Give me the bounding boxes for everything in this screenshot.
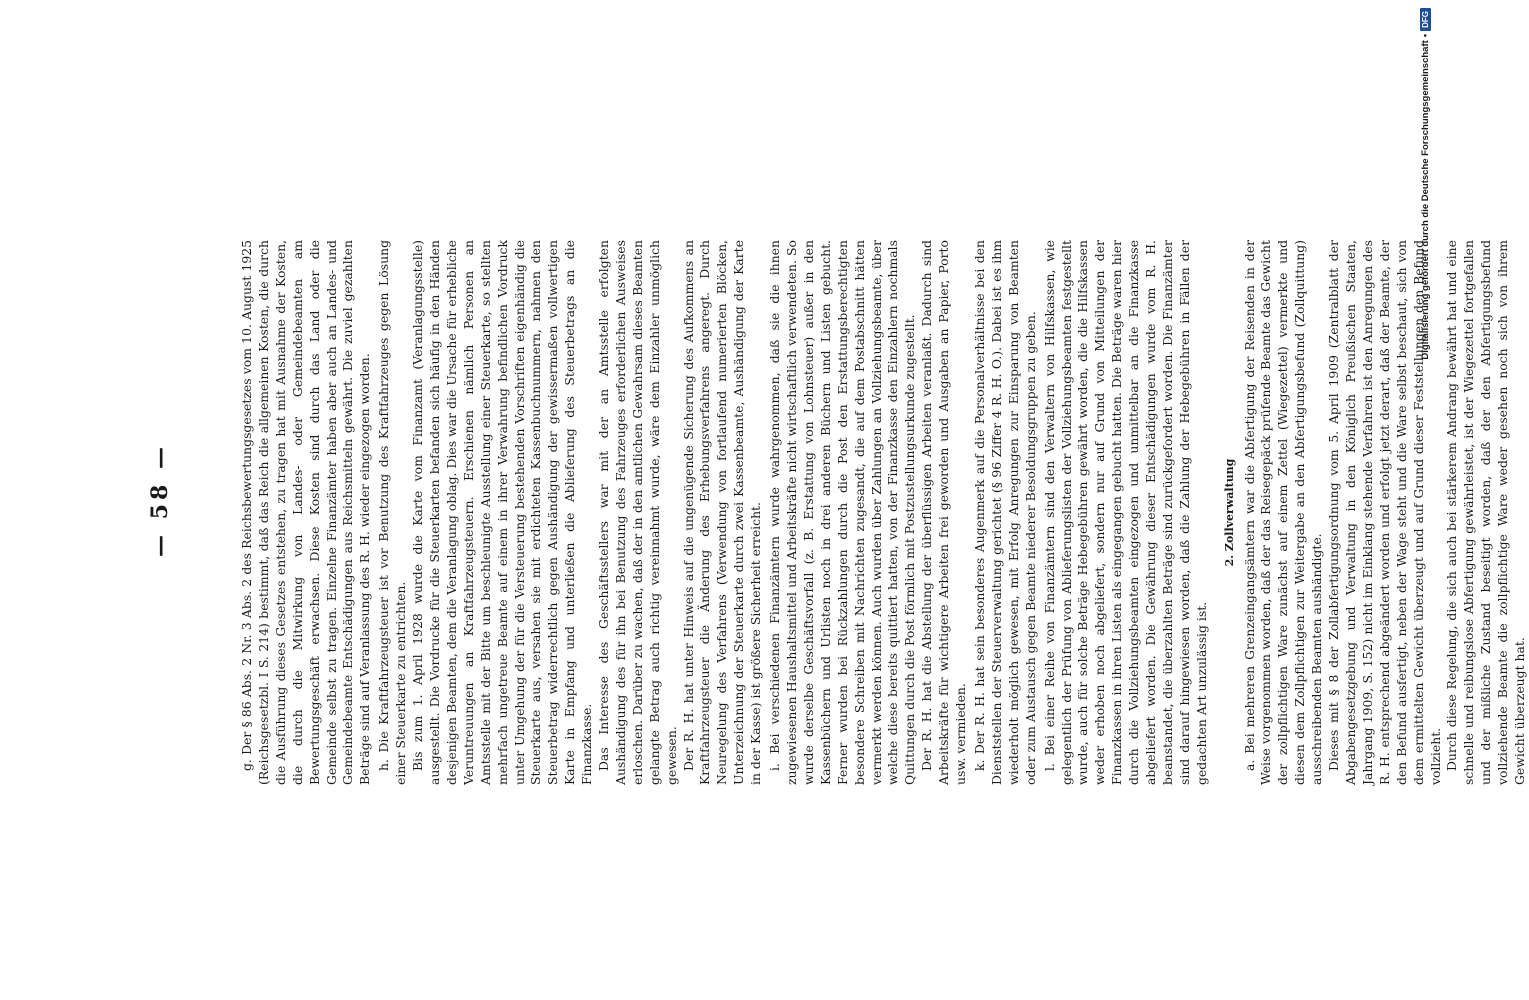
- digitization-attribution: [1414, 8, 1436, 992]
- paragraph-h-3: Das Interesse des Geschäftsstellers war mit der an Amtsstelle erfolgten Aushändigung des für ihn bei Benutzung des Fahrzeuges erforderlichen Ausweises erloschen. Darüber zu wachen, daß der in den amtlichen Gewahrsam dieses Beamten gelangte Betrag auch richtig vereinnahmt wurde, wäre dem Einzahler unmöglich gewesen.: [596, 240, 679, 785]
- body-text: [239, 240, 1528, 785]
- dfg-logo: DFG: [1420, 8, 1431, 31]
- paragraph-i: i. Bei verschiedenen Finanzämtern wurde wahrgenommen, daß sie die ihnen zugewiesenen Haushaltsmittel und Arbeitskräfte nicht wirtschaftlich verwendeten. So wurde derselbe Geschäftsvorfall (z. B. Erstattung von Lohnsteuer) außer in den Kassenbüchern und Urlisten noch in drei anderen Büchern und Listen gebucht. Ferner wurden bei Rückzahlungen durch die Post den Erstattungsberechtigten besondere Schreiben mit Nachrichten zugesandt, die auf dem Postabschnitt hätten vermerkt werden können. Auch wurden über Zahlungen an Vollziehungsbeamte, über welche diese bereits quittiert hatten, von der Finanzkasse den Einzahlern nochmals Quittungen durch die Post förmlich mit Postzustellungsurkunde zugestellt.: [767, 240, 918, 785]
- attribution-text: Digitalisierung gefördert durch die Deutsche Forschungsgemeinschaft: [1419, 40, 1431, 360]
- section-heading: 2. Zollverwaltung: [1222, 458, 1236, 567]
- paragraph-a-2: Dieses mit § 8 der Zollabfertigungsordnung vom 5. April 1909 (Zentralblatt der Abgabengesetzgebung und Verwaltung in den Königlich Preußischen Staaten, Jahrgang 1909, S. 152) nicht im Einklang stehende Verfahren ist den Anregungen des R. H. entsprechend abgeändert worden und erfolgt jetzt derart, daß der Beamte, der den Befund ausfertigt, neben der Wage steht und die Ware selbst beschaut, sich von dem ermittelten Gewicht überzeugt und auf Grund dieser Feststellungen den Befund vollzieht.: [1326, 240, 1443, 785]
- paragraph-l: l. Bei einer Reihe von Finanzämtern sind den Verwaltern von Hilfskassen, wie gelegentlich der Prüfung von Ablieferungslisten der Vollziehungsbeamten festgestellt wurde, auch für solche Beträge Hebegebühren gewährt worden, die die Hilfskassen weder erhoben noch abgeliefert, sondern nur auf Grund von Mitteilungen der Finanzkassen in ihren Listen als eingegangen gebucht hatten. Die Beträge waren hier durch die Vollziehungsbeamten eingezogen und unmittelbar an die Finanzkasse abgeliefert worden. Die Gewährung dieser Entschädigungen wurde vom R. H. beanstandet, die überzahlten Beträge sind zurückgefordert worden. Die Finanzämter sind darauf hingewiesen worden, daß die Zahlung der Hebegebühren in Fällen der gedachten Art unzulässig ist.: [1041, 240, 1209, 785]
- attribution-strip: [1416, 8, 1434, 992]
- attribution-separator: •: [1419, 33, 1431, 38]
- paragraph-h: h. Die Kraftfahrzeugsteuer ist vor Benutzung des Kraftfahrzeuges gegen Lösung einer Steuerkarte zu entrichten.: [376, 240, 409, 785]
- paragraph-i-2: Der R. H. hat die Abstellung der überflüssigen Arbeiten veranlaßt. Dadurch sind Arbeitskräfte für wichtigere Arbeiten frei geworden und Ausgaben an Papier, Porto usw. vermieden.: [919, 240, 969, 785]
- page-number: — 58 —: [147, 443, 173, 557]
- paragraph-h-2: Bis zum 1. April 1928 wurde die Karte vom Finanzamt (Veranlagungsstelle) ausgestellt. Die Vordrucke für die Steuerkarten befanden sich häufig in den Händen desjenigen Beamten, dem die Veranlagung oblag. Dies war die Ursache für erhebliche Veruntreuungen an Kraftfahrzeugsteuern. Erschienen nämlich Personen an Amtsstelle mit der Bitte um beschleunigte Ausstellung einer Steuerkarte, so stellten mehrfach ungetreue Beamte auf einem in ihrer Verwahrung befindlichen Vordruck unter Umgehung der für die Versteuerung bestehenden Vorschriften eigenhändig die Steuerkarte aus, versahen sie mit erdichteten Kassenbuchnummern, nahmen den Steuerbetrag widerrechtlich gegen Aushändigung der gewissermaßen vollwertigen Karte in Empfang und unterließen die Ablieferung des Steuerbetrags an die Finanzkasse.: [410, 240, 595, 785]
- paragraph-g: g. Der § 86 Abs. 2 Nr. 3 Abs. 2 des Reichsbewertungsgesetzes vom 10. August 1925 (Reichsgesetzbl. I S. 214) bestimmt, daß das Reich die allgemeinen Kosten, die durch die Ausführung dieses Gesetzes entstehen, zu tragen hat mit Ausnahme der Kosten, die durch die Mitwirkung von Landes- oder Gemeindebeamten am Bewertungsgeschäft erwachsen. Diese Kosten sind durch das Land oder die Gemeinde selbst zu tragen. Einzelne Finanzämter haben aber auch an Landes- und Gemeindebeamte Entschädigungen aus Reichsmitteln gewährt. Die zuviel gezahlten Beträge sind auf Veranlassung des R. H. wieder eingezogen worden.: [239, 240, 373, 785]
- paragraph-a: a. Bei mehreren Grenzeingangsämtern war die Abfertigung der Reisenden in der Weise vorgenommen worden, daß der das Reisegepäck prüfende Beamte das Gewicht der zollpflichtigen Ware zunächst auf einem Zettel (Wiegezettel) vermerkte und diesen dem Zollpflichtigen zur Weitergabe an den Abfertigungsbefund (Zollquittung) ausschreibenden Beamten aushändigte.: [1241, 240, 1325, 785]
- paragraph-h-4: Der R. H. hat unter Hinweis auf die ungenügende Sicherung des Aufkommens an Kraftfahrzeugsteuer die Änderung des Erhebungsverfahrens angeregt. Durch Neuregelung des Verfahrens (Verwendung von fortlaufend numerierten Blöcken, Unterzeichnung der Steuerkarte durch zwei Kassenbeamte, Aushändigung der Karte in der Kasse) ist größere Sicherheit erreicht.: [680, 240, 764, 785]
- paragraph-k: k. Der R. H. hat sein besonderes Augenmerk auf die Personalverhältnisse bei den Dienststellen der Steuerverwaltung gerichtet (§ 96 Ziffer 4 R. H. O.). Dabei ist es ihm wiederholt möglich gewesen, mit Erfolg Anregungen zur Einsparung von Beamten oder zum Austausch gegen Beamte niederer Besoldungsgruppen zu geben.: [971, 240, 1038, 785]
- paragraph-a-3: Durch diese Regelung, die sich auch bei stärkerem Andrang bewährt hat und eine schnelle und reibungslose Abfertigung gewährleistet, ist der Wiegezettel fortgefallen und der mißliche Zustand beseitigt worden, daß der den Abfertigungsbefund vollziehende Beamte die zollpflichtige Ware weder gesehen noch sich von ihrem Gewicht überzeugt hat.: [1444, 240, 1528, 785]
